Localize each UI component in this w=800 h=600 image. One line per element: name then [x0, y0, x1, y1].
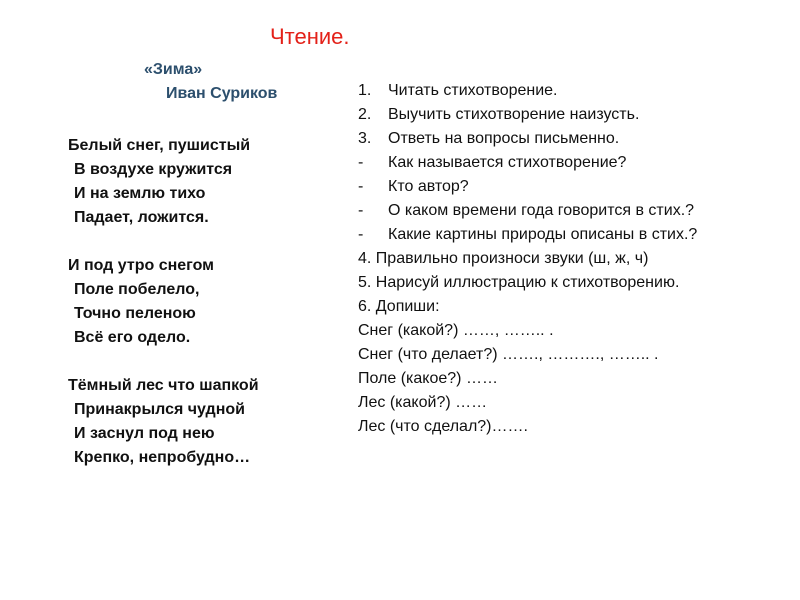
task-line: 4. Правильно произноси звуки (ш, ж, ч): [358, 250, 649, 267]
verse-line: Точно пеленою: [74, 305, 196, 322]
task-number: 3.: [358, 130, 372, 147]
verse-line: Белый снег, пушистый: [68, 137, 251, 154]
stanza-2: [68, 254, 259, 350]
question-text: О каком времени года говорится в стих.?: [388, 202, 695, 219]
fill-in-line: Снег (какой?) ……, …….. .: [358, 322, 554, 339]
poem-text: [68, 134, 259, 470]
verse-line: И на землю тихо: [74, 185, 206, 202]
poem-author: Иван Суриков: [166, 85, 278, 102]
question-dash: -: [358, 202, 364, 219]
task-number: 2.: [358, 106, 372, 123]
question-text: Как называется стихотворение?: [388, 154, 627, 171]
verse-line: И под утро снегом: [68, 257, 215, 274]
task-text: Читать стихотворение.: [388, 82, 558, 99]
task-number: 1.: [358, 82, 372, 99]
fill-in-line: Лес (какой?) ……: [358, 394, 488, 411]
verse-line: Тёмный лес что шапкой: [68, 377, 259, 394]
verse-line: Крепко, непробудно…: [74, 449, 251, 466]
verse-line: Поле побелело,: [74, 281, 200, 298]
task-line: 5. Нарисуй иллюстрацию к стихотворению.: [358, 274, 680, 291]
question-dash: -: [358, 154, 364, 171]
verse-line: И заснул под нею: [74, 425, 215, 442]
question-text: Какие картины природы описаны в стих.?: [388, 226, 698, 243]
question-dash: -: [358, 226, 364, 243]
task-item: [358, 103, 697, 127]
task-line: 6. Допиши:: [358, 298, 440, 315]
fill-in-line: Поле (какое?) ……: [358, 370, 498, 387]
fill-in-line: Снег (что делает?) ……., ………., …….. .: [358, 346, 659, 363]
verse-line: Всё его одело.: [74, 329, 191, 346]
poem-title: «Зима»: [144, 61, 203, 78]
task-text: Ответь на вопросы письменно.: [388, 130, 620, 147]
task-list: [358, 79, 697, 439]
fill-in-line: Лес (что сделал?)…….: [358, 418, 528, 435]
question-dash: -: [358, 178, 364, 195]
verse-line: Принакрылся чудной: [74, 401, 245, 418]
question-item: [358, 175, 697, 199]
question-item: [358, 151, 697, 175]
verse-line: В воздухе кружится: [74, 161, 233, 178]
stanza-1: [68, 134, 259, 230]
task-item: [358, 79, 697, 103]
stanza-3: [68, 374, 259, 470]
slide-title: Чтение.: [270, 24, 350, 49]
verse-line: Падает, ложится.: [74, 209, 209, 226]
task-text: Выучить стихотворение наизусть.: [388, 106, 640, 123]
task-item: [358, 127, 697, 151]
question-item: [358, 199, 697, 223]
question-text: Кто автор?: [388, 178, 469, 195]
question-item: [358, 223, 697, 247]
